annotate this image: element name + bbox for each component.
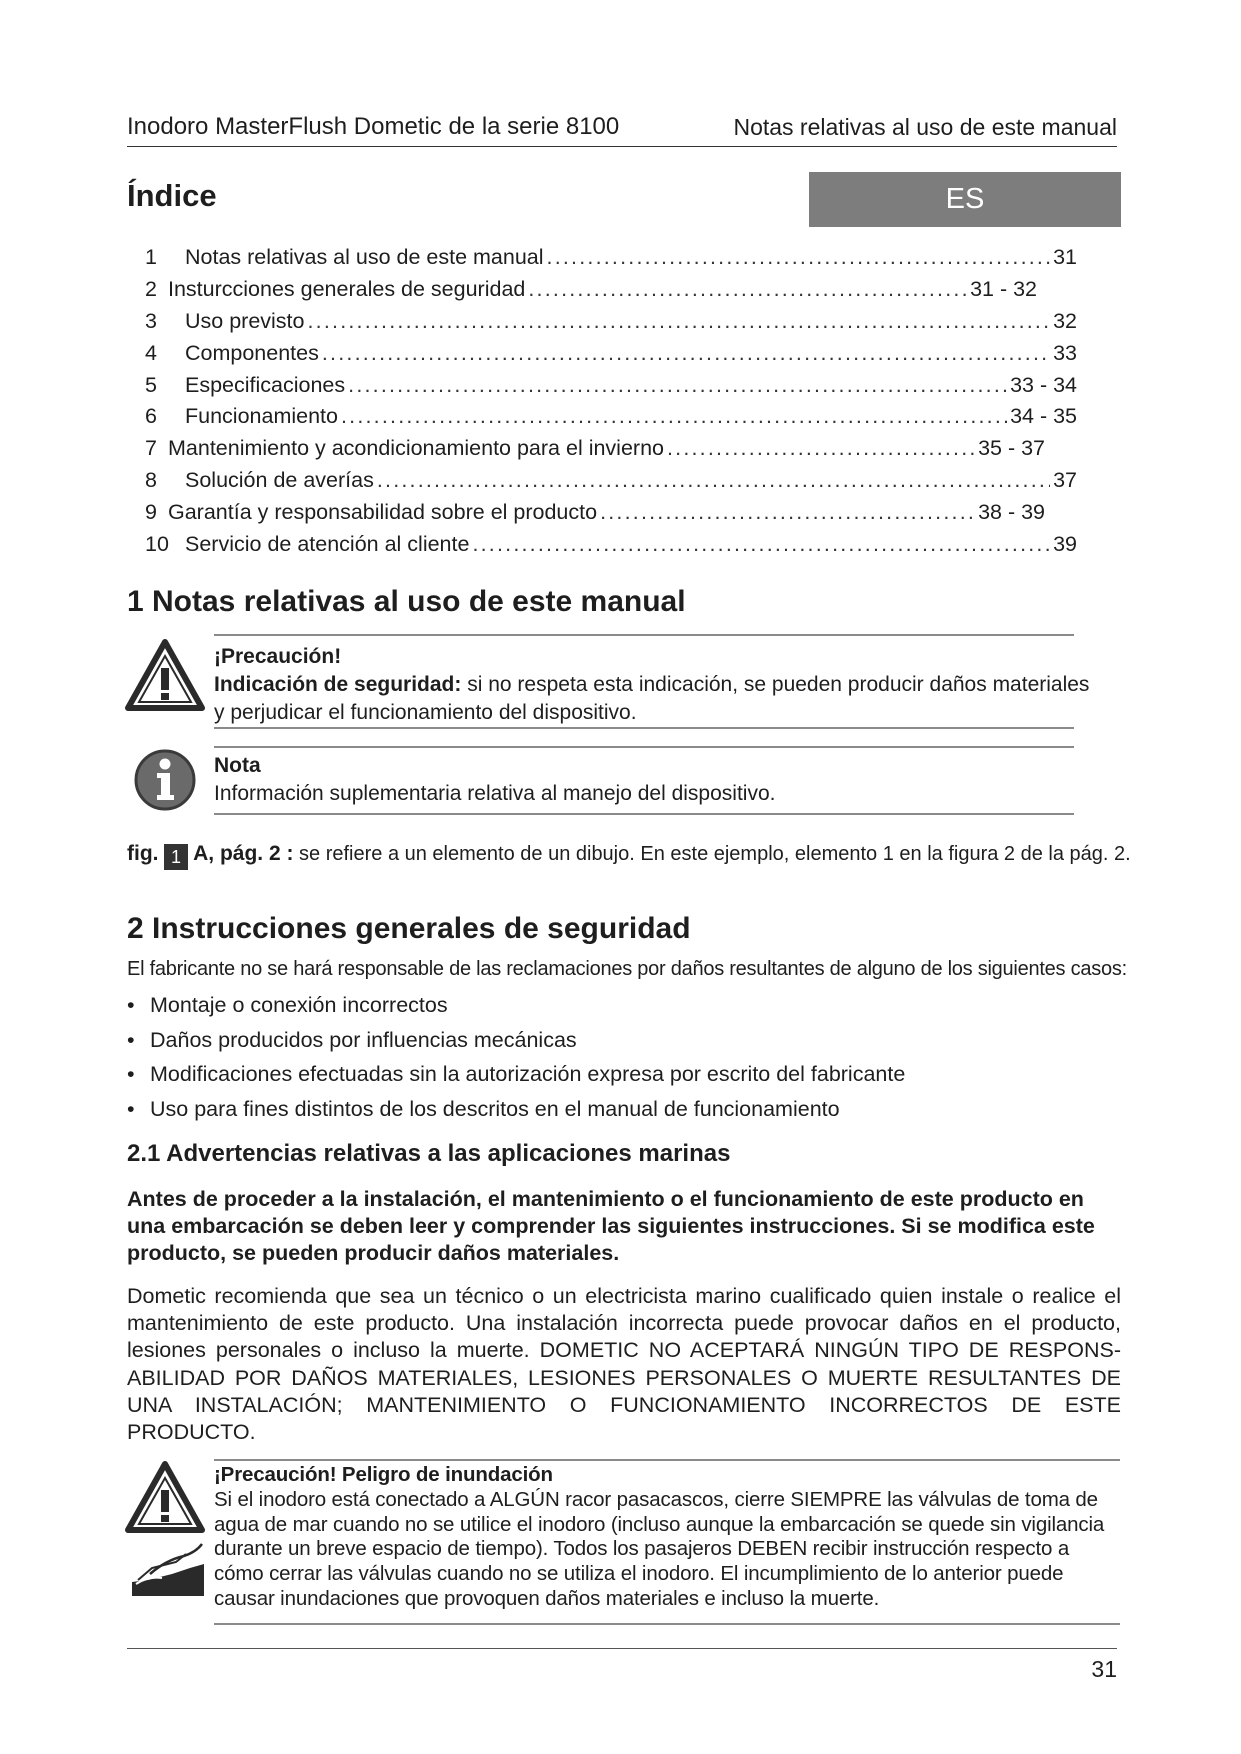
note-bottom-rule <box>214 813 1074 815</box>
toc-number: 4 <box>145 340 157 365</box>
header-divider <box>127 146 1117 147</box>
toc-title: Funcionamiento <box>185 404 338 429</box>
warning-triangle-icon <box>125 638 205 712</box>
toc-number: 8 <box>145 468 157 493</box>
caution-heading: ¡Precaución! <box>214 645 342 668</box>
toc-title: Uso previsto <box>185 308 305 333</box>
flood-warning <box>214 1463 1124 1612</box>
marine-warning-paragraph: Dometic recomienda que sea un técnico o un electricista marino cualificado quien instale o realice el mantenimiento de este producto. Una instalación incorrecta puede provocar daños en el producto, lesiones personales o incluso la muerte. DOMETIC NO ACEPTARÁ NINGÚN TIPO DE RESPONS-ABILIDAD POR DAÑOS MATERIALES, LESIONES PERSONALES O MUERTE RESULTANTES DE UNA INSTALACIÓN; MANTENIMIENTO O FUNCIONAMIENTO INCORRECTOS DE ESTE PRODUCTO. <box>127 1284 1121 1445</box>
list-item: • Modificaciones efectuadas sin la autorización expresa por escrito del fabricante <box>127 1057 905 1092</box>
toc-page: 34 - 35 <box>1010 404 1077 429</box>
toc-number: 3 <box>145 308 157 333</box>
fig-bold-suffix: A, pág. 2 : <box>188 842 294 865</box>
running-header-section: Notas relativas al uso de este manual <box>733 114 1117 140</box>
table-of-contents <box>145 245 1077 564</box>
toc-row[interactable] <box>145 532 1077 564</box>
toc-page: 33 - 34 <box>1010 372 1077 397</box>
section-2-title: 2 Instrucciones generales de seguridad <box>127 912 691 945</box>
toc-row[interactable] <box>145 309 1077 341</box>
caution-label: Indicación de seguridad: <box>214 673 462 696</box>
toc-row[interactable] <box>145 436 1045 468</box>
toc-number: 6 <box>145 404 157 429</box>
flood-top-rule <box>214 1459 1120 1461</box>
toc-leader <box>600 500 975 525</box>
toc-leader <box>472 532 1050 557</box>
flood-warning-text: Si el inodoro está conectado a ALGÚN racor pasacascos, cierre SIEMPRE las válvulas de toma de agua de mar cuando no se utilice el inodoro (incluso aunque la embarcación se quede sin vigilancia durante un breve espacio de tiempo). Todos los pasajeros DEBEN recibir instrucción respecto a cómo cerrar las válvulas cuando no se utiliza el inodoro. El incumplimiento de lo anterior puede causar inundaciones que provoquen daños materiales e incluso la muerte. <box>214 1487 1105 1610</box>
list-item: • Montaje o conexión incorrectos <box>127 988 905 1023</box>
language-badge-label: ES <box>945 183 985 215</box>
toc-title: Solución de averías <box>185 468 374 493</box>
note-top-rule <box>214 746 1074 748</box>
toc-row[interactable] <box>145 373 1077 405</box>
toc-page: 37 <box>1053 468 1077 493</box>
toc-number: 5 <box>145 372 157 397</box>
warning-triangle-icon <box>125 1460 205 1534</box>
toc-leader <box>528 277 967 302</box>
toc-title: Garantía y responsabilidad sobre el producto <box>168 500 598 525</box>
toc-row[interactable] <box>145 277 1037 309</box>
caution-bottom-rule <box>214 727 1074 729</box>
liability-list <box>127 988 905 1126</box>
toc-page: 32 <box>1053 308 1077 333</box>
figure-number-badge: 1 <box>164 844 188 870</box>
caution-text: si no respeta esta indicación, se pueden producir daños materiales y perjudicar el funcionamiento del dispositivo. <box>214 673 1090 724</box>
toc-title: Componentes <box>185 340 319 365</box>
info-icon <box>133 748 197 812</box>
list-item: • Daños producidos por influencias mecánicas <box>127 1023 905 1058</box>
note-text: Información suplementaria relativa al manejo del dispositivo. <box>214 782 776 805</box>
caution-notice <box>214 643 1094 727</box>
toc-leader <box>377 468 1050 493</box>
fig-prefix: fig. <box>127 842 159 865</box>
toc-title: Mantenimiento y acondicionamiento para el invierno <box>168 436 664 461</box>
section-2-intro: El fabricante no se hará responsable de las reclamaciones por daños resultantes de alguno de los siguientes casos: <box>127 958 1127 980</box>
toc-row[interactable] <box>145 500 1045 532</box>
toc-title: Servicio de atención al cliente <box>185 532 470 557</box>
toc-title: Notas relativas al uso de este manual <box>185 245 544 269</box>
note-notice <box>214 752 1074 808</box>
fig-text: se refiere a un elemento de un dibujo. En este ejemplo, elemento 1 en la figura 2 de la pág. 2. <box>293 843 1131 865</box>
toc-title: Insturcciones generales de seguridad <box>168 276 526 301</box>
toc-number: 9 <box>145 500 157 525</box>
marine-warning-bold-paragraph: Antes de proceder a la instalación, el mantenimiento o el funcionamiento de este producto en una embarcación se deben leer y comprender las siguientes instrucciones. Si se modifica este producto, se pueden producir daños materiales. <box>127 1187 1095 1265</box>
caution-top-rule <box>214 634 1074 636</box>
note-heading: Nota <box>214 754 261 777</box>
toc-number: 1 <box>145 245 157 269</box>
flooding-icon <box>128 1540 208 1600</box>
subsection-2-1-title: 2.1 Advertencias relativas a las aplicaciones marinas <box>127 1140 731 1167</box>
section-1-title: 1 Notas relativas al uso de este manual <box>127 585 686 618</box>
running-header-title: Inodoro MasterFlush Dometic de la serie 8100 <box>127 113 620 140</box>
toc-leader <box>322 341 1050 366</box>
figure-reference-line <box>127 842 1131 870</box>
toc-leader <box>308 309 1051 334</box>
toc-row[interactable] <box>145 341 1077 373</box>
list-item: • Uso para fines distintos de los descritos en el manual de funcionamiento <box>127 1092 905 1127</box>
toc-leader <box>667 436 975 461</box>
toc-page: 39 <box>1053 532 1077 557</box>
toc-page: 38 - 39 <box>978 500 1045 525</box>
toc-leader <box>348 373 1007 398</box>
toc-row[interactable] <box>145 404 1077 436</box>
flood-warning-heading: ¡Precaución! Peligro de inundación <box>214 1463 553 1486</box>
toc-page: 31 <box>1053 245 1077 269</box>
toc-number: 2 <box>145 276 157 301</box>
toc-number: 7 <box>145 436 157 461</box>
toc-page: 31 - 32 <box>970 276 1037 301</box>
toc-leader <box>341 404 1007 429</box>
toc-title: Especificaciones <box>185 372 346 397</box>
toc-row[interactable] <box>145 245 1077 277</box>
flood-bottom-rule <box>214 1623 1120 1625</box>
toc-page: 35 - 37 <box>978 436 1045 461</box>
page-number: 31 <box>1091 1656 1117 1682</box>
toc-number: 10 <box>145 532 169 557</box>
toc-row[interactable] <box>145 468 1077 500</box>
index-title: Índice <box>127 178 217 213</box>
toc-page: 33 <box>1053 340 1077 365</box>
language-badge <box>809 172 1121 227</box>
footer-divider <box>127 1648 1117 1649</box>
toc-leader <box>547 245 1051 270</box>
